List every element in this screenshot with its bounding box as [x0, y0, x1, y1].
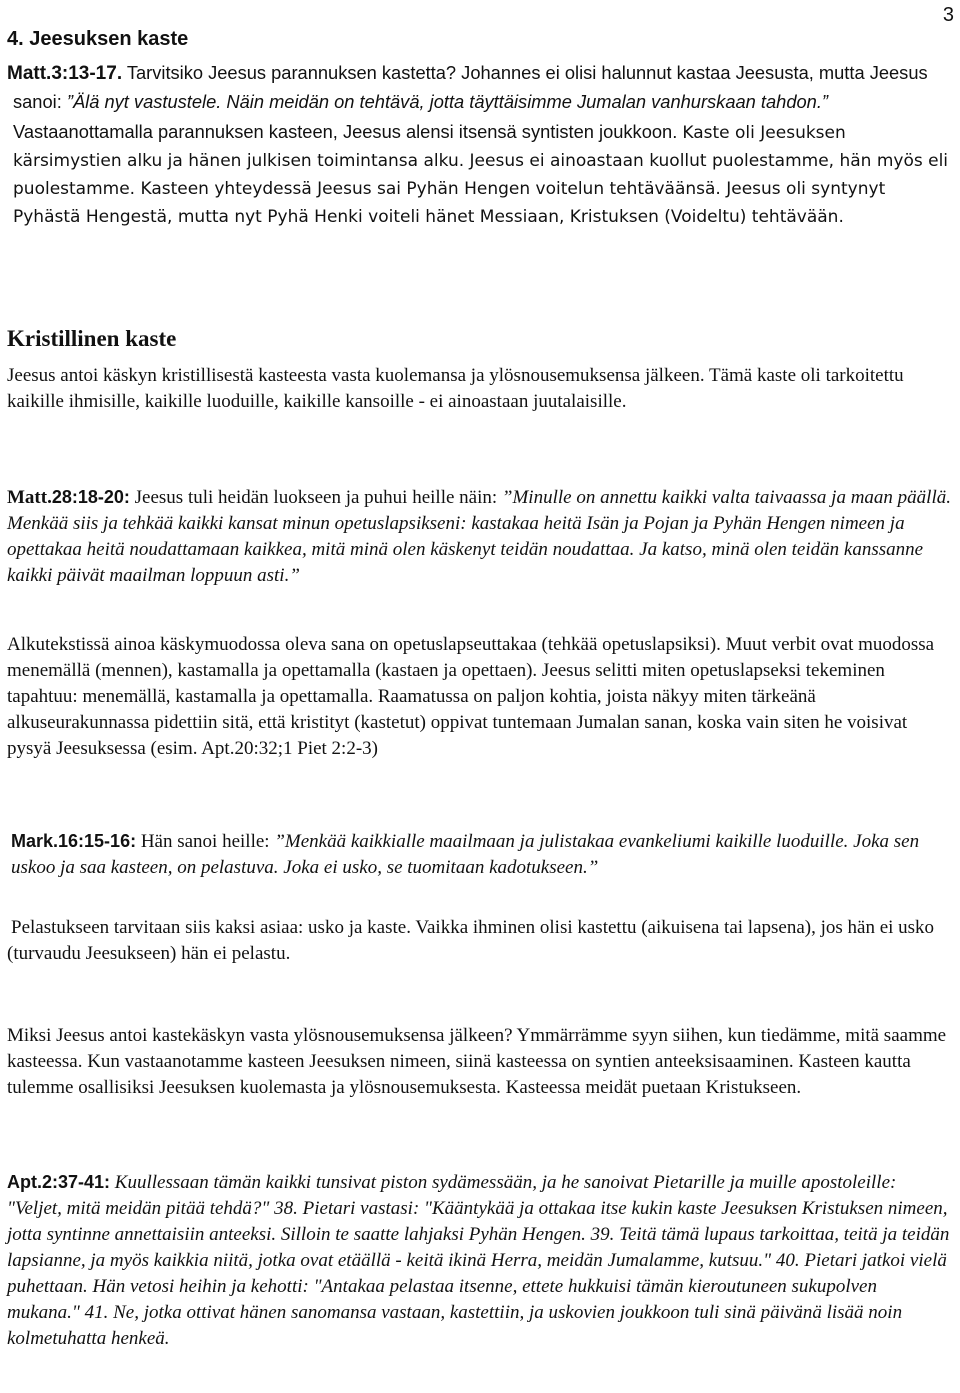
paragraph-mark16: [7, 828, 953, 881]
paragraph-text: Miksi Jeesus antoi kastekäskyn vasta ylösnousemuksensa jälkeen? Ymmärrämme syyn siihen, kun tiedämme, mitä saamme kasteessa. Kun vastaanotamme kasteen Jeesuksen nimeen, siinä kasteessa on syntien anteeksisaaminen. Kasteen kautta tulemme osallisiksi Jeesuksen kuolemasta ja ylösnousemuksesta. Kasteessa meidät puetaan Kristukseen.: [7, 1025, 947, 1098]
bible-quote: Kuullessaan tämän kaikki tunsivat piston sydämessään, ja he sanoivat Pietarille ja muille apostoleille: "Veljet, mitä meidän pitää tehdä?" 38. Pietari vastasi: "Kääntykää ja ottakaa itse kukin kaste Jeesuksen Kristuksen nimeen, jotta syntinne annettaisiin anteeksi. Silloin te saatte lahjaksi Pyhän Hengen. 39. Teitä tämä lupaus tarkoittaa, teitä ja teidän lapsianne, ja myös kaikkia niitä, jotka ovat etäällä - keitä ikinä Herra, meidän Jumalamme, kutsuu." 40. Pietari jatkoi vielä puhettaan. Hän vetosi heihin ja kehotti: "Antakaa pelastaa itsenne, ettete hukkuisi tämän kieroutuneen sukupolven mukana." 41. Ne, jotka ottivat hänen sanomansa vastaan, kastettiin, ja uskovien joukkoon tuli sinä päivänä lisää noin kolmetuhatta henkeä.: [7, 1172, 950, 1349]
paragraph-text: Vastaanottamalla parannuksen kasteen, Jeesus alensi itsensä syntisten joukkoon.: [13, 120, 683, 142]
bible-quote: ”Älä nyt vastustele. Näin meidän on tehtävä, jotta täyttäisimme Jumalan vanhurskaan tahdon.”: [66, 91, 828, 113]
paragraph-text: Alkutekstissä ainoa käskymuodossa oleva sana on opetuslapseuttakaa (tehkää opetuslapsiksi). Muut verbit ovat muodossa menemällä (mennen), kastamalla ja opettamalla (kastaen ja opettaen). Jeesus selitti miten opetuslapseksi tekeminen tapahtuu: menemällä, kastamalla ja opettamalla. Raamatussa on paljon kohtia, joista näkyy miten tärkeänä alkuseurakunnassa pidettiin sitä, että kristityt (kastetut) oppivat tuntemaan Jumalan sanan, koska vain siten he voisivat pysyä Jeesuksessa (esim. Apt.20:32;1 Piet 2:2-3): [7, 634, 935, 759]
paragraph-kastekasky: [7, 363, 953, 415]
bible-ref-matt3: Matt.3:13-17.: [7, 63, 123, 84]
section-heading-kristillinen-kaste: Kristillinen kaste: [7, 326, 177, 351]
paragraph-text: Tarvitsiko Jeesus parannuksen kastetta? Johannes ei olisi halunnut kastaa Jeesusta, mutta Jeesus sanoi:: [13, 62, 928, 113]
paragraph-alkuteksti: [7, 632, 953, 762]
paragraph-apt2: [7, 1169, 953, 1352]
paragraph-miksi: [7, 1023, 953, 1101]
bible-ref-apt2: Apt.2:37-41:: [7, 1172, 111, 1192]
paragraph-text: Jeesus antoi käskyn kristillisestä kasteesta vasta kuolemansa ja ylösnousemuksensa jälkeen. Tämä kaste oli tarkoitettu kaikille ihmisille, kaikille luoduille, kaikille kansoille - ei ainoastaan juutalaisille.: [7, 365, 904, 412]
paragraph-jeesuksen-kaste: [7, 59, 953, 232]
paragraph-text: Pelastukseen tarvitaan siis kaksi asiaa: usko ja kaste. Vaikka ihminen olisi kastettu (aikuisena tai lapsena), jos hän ei usko (turvaudu Jeesukseen) hän ei pelastu.: [7, 917, 935, 964]
bible-ref-matt28-b: 28:18-20:: [51, 487, 130, 507]
paragraph-text: Kaste oli Jeesuksen kärsimystien alku ja hänen julkisen toimintansa alku. Jeesus ei ainoastaan kuollut puolestamme, hän myös eli puolestamme. Kasteen yhteydessä Jeesus sai Pyhän Hengen voitelun tehtäväänsä. Jeesus oli syntynyt Pyhästä Hengestä, mutta nyt Pyhä Henki voiteli hänet Messiaan, Kristuksen (Voideltu) tehtävään.: [13, 122, 949, 228]
bible-ref-matt28-a: Matt.: [7, 487, 52, 508]
page-number: 3: [942, 4, 954, 26]
bible-quote: ”Menkää kaikkialle maailmaan ja julistakaa evankeliumi kaikille luoduille. Joka sen uskoo ja saa kasteen, on pelastuva. Joka ei usko, se tuomitaan kadotukseen.”: [11, 831, 920, 878]
paragraph-text: Jeesus tuli heidän luokseen ja puhui heille näin:: [129, 487, 502, 508]
section-heading-jeesuksen-kaste: 4. Jeesuksen kaste: [7, 28, 189, 50]
bible-ref-mark16: Mark.16:15-16:: [11, 831, 137, 851]
paragraph-pelastus: [7, 915, 953, 967]
paragraph-matt28: [7, 484, 953, 589]
paragraph-text: Hän sanoi heille:: [136, 831, 275, 852]
bible-quote: ”Minulle on annettu kaikki valta taivaassa ja maan päällä. Menkää siis ja tehkää kaikki kansat minun opetuslapsikseni: kastakaa heitä Isän ja Pojan ja Pyhän Hengen nimeen ja opettakaa heitä noudattamaan kaikkea, mitä minä olen käskenyt teidän noudattaa. Ja katso, minä olen teidän kanssanne kaikki päivät maailman loppuun asti.”: [7, 487, 951, 586]
